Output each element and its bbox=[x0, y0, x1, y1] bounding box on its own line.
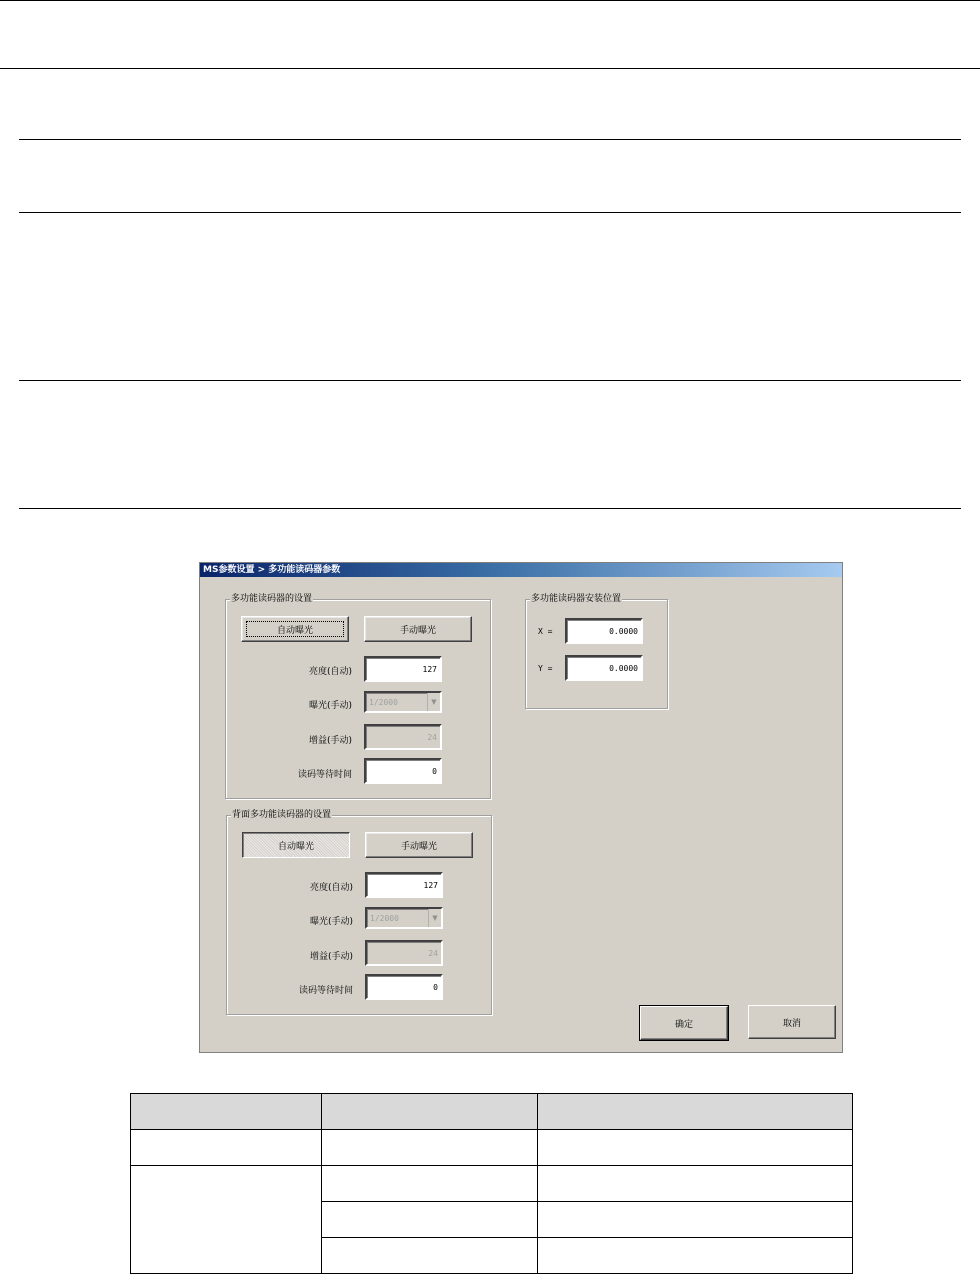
back-exposure-value: 1/2000 bbox=[370, 913, 399, 923]
front-gain-input: 24 bbox=[364, 724, 442, 750]
back-exposure-label: 曝光(手动) bbox=[309, 917, 353, 927]
back-auto-exposure-button[interactable]: 自动曝光 bbox=[242, 832, 350, 858]
back-group-title: 背面多功能读码器的设置 bbox=[232, 810, 332, 820]
back-reader-group bbox=[226, 810, 492, 1015]
y-input[interactable]: 0.0000 bbox=[565, 655, 643, 681]
back-brightness-input[interactable]: 127 bbox=[365, 872, 443, 898]
chevron-down-icon: ▼ bbox=[427, 693, 440, 711]
back-gain-input: 24 bbox=[365, 940, 443, 966]
top-rule bbox=[0, 0, 980, 1]
parameter-table bbox=[130, 1093, 853, 1274]
back-manual-exposure-button[interactable]: 手动曝光 bbox=[365, 832, 473, 858]
back-gain-label: 增益(手动) bbox=[309, 952, 353, 962]
table-row bbox=[131, 1130, 853, 1166]
section-rule-4 bbox=[19, 508, 961, 509]
table-cell bbox=[322, 1166, 538, 1202]
table-cell bbox=[538, 1130, 853, 1166]
reader-params-dialog bbox=[199, 562, 843, 1053]
y-label: Y = bbox=[538, 664, 553, 673]
front-auto-exposure-button[interactable]: 自动曝光 bbox=[241, 616, 349, 642]
table-cell bbox=[322, 1202, 538, 1238]
header-cell bbox=[131, 1094, 322, 1130]
back-wait-label: 读码等待时间 bbox=[298, 986, 353, 996]
front-group-title: 多功能读码器的设置 bbox=[231, 594, 313, 604]
section-rule-1 bbox=[19, 139, 961, 140]
header-cell bbox=[538, 1094, 853, 1130]
back-exposure-select bbox=[365, 907, 443, 929]
table-cell bbox=[322, 1130, 538, 1166]
front-gain-label: 增益(手动) bbox=[308, 736, 352, 746]
front-reader-group bbox=[225, 594, 491, 799]
table-row bbox=[131, 1166, 853, 1202]
table-cell bbox=[538, 1166, 853, 1202]
reader-position-group bbox=[525, 594, 668, 709]
x-label: X = bbox=[538, 627, 553, 636]
table-cell bbox=[322, 1238, 538, 1274]
table-cell bbox=[538, 1238, 853, 1274]
x-input[interactable]: 0.0000 bbox=[565, 618, 643, 644]
position-group-title: 多功能读码器安装位置 bbox=[531, 594, 622, 604]
cancel-button[interactable]: 取消 bbox=[748, 1005, 836, 1039]
header-rule bbox=[0, 68, 980, 69]
front-exposure-value: 1/2000 bbox=[369, 697, 398, 707]
ok-button[interactable]: 确定 bbox=[640, 1006, 728, 1040]
section-rule-2 bbox=[19, 212, 961, 213]
front-exposure-label: 曝光(手动) bbox=[308, 701, 352, 711]
table-cell bbox=[131, 1130, 322, 1166]
front-exposure-select bbox=[364, 691, 442, 713]
front-wait-input[interactable]: 0 bbox=[364, 758, 442, 784]
front-brightness-input[interactable]: 127 bbox=[364, 656, 442, 682]
table-cell bbox=[131, 1166, 322, 1274]
back-wait-input[interactable]: 0 bbox=[365, 974, 443, 1000]
table-header-row bbox=[131, 1094, 853, 1130]
header-cell bbox=[322, 1094, 538, 1130]
dialog-title: MS参数设置 > 多功能读码器参数 bbox=[200, 563, 842, 577]
back-brightness-label: 亮度(自动) bbox=[309, 883, 353, 893]
front-brightness-label: 亮度(自动) bbox=[308, 667, 352, 677]
front-wait-label: 读码等待时间 bbox=[297, 770, 352, 780]
table-cell bbox=[538, 1202, 853, 1238]
section-rule-3 bbox=[19, 380, 961, 381]
front-manual-exposure-button[interactable]: 手动曝光 bbox=[364, 616, 472, 642]
chevron-down-icon: ▼ bbox=[428, 909, 441, 927]
